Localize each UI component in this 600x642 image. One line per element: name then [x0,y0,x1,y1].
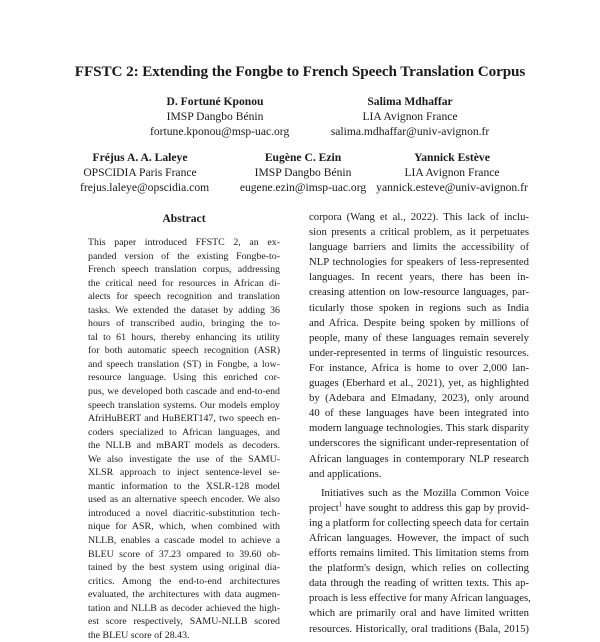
author-email: yannick.esteve@univ-avignon.fr [376,181,528,194]
body-line: NLP technologies for speakers of less-represented [309,256,529,269]
abstract-line: used as an alternative speech encoder. We also [88,494,280,506]
body-line: sion presents a critical problem, as it perpetuates [309,226,529,239]
abstract-line: critics. Among the end-to-end architectures [88,575,280,587]
body-line: For instance, Africa is home to over 2,000 lan- [309,361,529,374]
abstract-line: alects for speech recognition and translation [88,291,280,303]
abstract-line: XLSR approach to inject sentence-level se- [88,467,280,479]
body-line: language barriers and limits the accessibility of [309,241,529,254]
body-line: creasing attention on low-resource languages, par- [309,286,529,299]
abstract-body [88,236,280,642]
body-line: resources. Historically, oral traditions (Bala, 2015) [309,622,529,635]
abstract-line: the BLEU score of 28.43. [88,629,190,641]
abstract-line: mantic information to the XSLR-128 model [88,480,280,492]
body-line: underscores the significant under-representation of [309,437,529,450]
abstract-line: speech translation systems. Our models employ [88,399,280,411]
body-line: modern language technologies. This stark disparity [309,422,529,435]
paper-title: FFSTC 2: Extending the Fongbe to French Speech Translation Corpus [74,63,526,80]
body-line: African languages in contemporary NLP research [309,452,529,465]
abstract-line: AfriHuBERT and HuBERT147, two speech en- [88,413,280,425]
abstract-line: tasks. We extended the dataset by adding 36 [88,304,280,316]
abstract-line: French speech translation corpus, addressing [88,264,280,276]
project-rest: have sought to address this gap by provid- [342,501,529,514]
author-affiliation: IMSP Dangbo Bénin [254,166,352,179]
abstract-heading: Abstract [162,212,206,225]
abstract-line: BLEU score of 37.23 ompared to 39.60 ob- [88,548,280,560]
abstract-line: tained by the best system using original dia- [88,562,280,574]
abstract-line: nique for ASR, which, when combined with [88,521,280,533]
author-ezin [233,150,373,195]
body-line: and applications. [309,467,382,480]
body-line: 40 of these languages have been integrated into [309,407,529,420]
abstract-line: for both automatic speech recognition (ASR) [88,345,280,357]
abstract-line: evaluated, the architectures with data augmen- [88,589,280,601]
body-line: ticularly those spoken in regions such as India [309,301,529,314]
body-line: data through the reading of written texts. This ap- [309,577,529,590]
author-email: frejus.laleye@opscidia.com [80,181,210,194]
abstract-line: the NLLB and mBART models as decoders. [88,440,280,452]
author-affiliation: IMSP Dangbo Bénin [166,110,264,123]
body-line: which are primarily oral and have limited written [309,607,529,620]
author-mdhaffar [320,94,500,139]
abstract-line: coders specialized to African languages, and [88,426,280,438]
author-kponou [150,94,290,139]
abstract-line: This paper introduced FFSTC 2, an ex- [88,237,280,248]
author-affiliation: LIA Avignon France [362,110,458,123]
body-line: languages. In recent years, there has been in- [309,271,529,284]
author-name: Yannick Estève [414,151,490,164]
abstract-line: We also investigate the use of the SAMU- [88,453,280,465]
author-name: Salima Mdhaffar [367,95,453,108]
abstract-line: resource language. Using this enriched cor- [88,372,280,384]
body-line-footnote [309,501,529,516]
project-word: project [309,501,339,514]
abstract-line: pus, we developed both cascade and end-to-end [88,386,280,398]
body-line: efforts remains limited. This limitation stems from [309,547,529,560]
abstract-line: NLLB, enables a cascade model to achieve a [88,535,280,547]
abstract-line: est score respectively, SAMU-NLLB scored [88,616,280,628]
author-affiliation: LIA Avignon France [404,166,500,179]
author-laleye [80,150,210,195]
author-affiliation: OPSCIDIA Paris France [83,166,197,179]
author-name: Eugène C. Ezin [264,151,342,164]
author-name: Fréjus A. A. Laleye [92,151,188,164]
abstract-line: hours of transcribed audio, bringing the to- [88,318,280,330]
body-line: and Africa. Despite being spoken by millions of [309,316,529,329]
author-esteve [372,150,532,195]
author-email: eugene.ezin@imsp-uac.org [239,181,367,194]
body-line: proach is less effective for many African languages, [309,592,531,605]
abstract-line: panded version of the existing Fongbe-to- [88,250,280,262]
body-line: people, many of these languages remain severely [309,331,529,344]
body-line: under-represented in terms of linguistic resources. [309,346,529,359]
footnote-marker[interactable]: 1 [338,500,343,509]
author-name: D. Fortuné Kponou [166,95,264,108]
body-line: ing a platform for collecting speech data for certain [309,516,529,529]
abstract-line: introduced a novel diacritic-substitution tech- [88,507,280,519]
body-line: corpora (Wang et al., 2022). This lack of inclu- [309,211,529,223]
body-line: the platform's design, which relies on collecting [309,562,529,575]
body-line: by (Adebara and Elmadany, 2023), only around [309,392,529,405]
abstract-line: and speech translation (ST) in Fongbe, a low- [88,358,280,370]
abstract-line: the critical need for resources in African di- [88,277,280,289]
body-line: guages (Eberhard et al., 2021), yet, as highlighted [309,377,529,390]
body-line: African languages. However, the impact of such [309,531,529,544]
introduction-body [309,210,529,637]
abstract-line: tation and NLLB as decoder achieved the high- [88,602,280,614]
author-email: salima.mdhaffar@univ-avignon.fr [330,125,490,138]
author-email: fortune.kponou@msp-uac.org [150,125,290,138]
body-line: Initiatives such as the Mozilla Common Voice [321,486,529,499]
abstract-line: tal to 61 hours, thereby enhancing its utility [88,331,280,343]
